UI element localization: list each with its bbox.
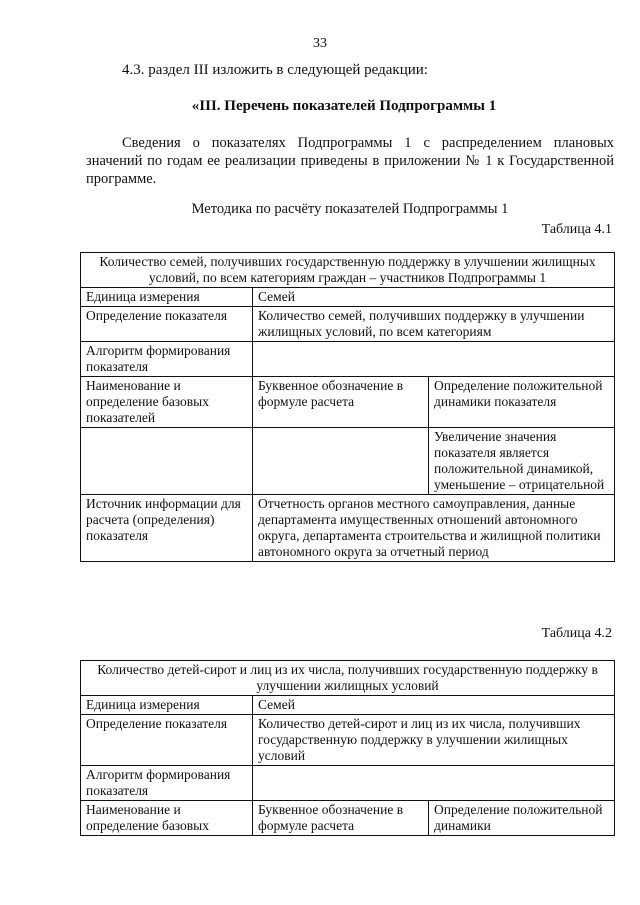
definition-value: Количество детей-сирот и лиц из их числа, получивших государственную поддержку в улучшении жилищных условий [253, 715, 615, 766]
base-indicators-value [81, 428, 253, 495]
table-row [81, 342, 615, 377]
section-heading: «III. Перечень показателей Подпрограммы 1 [191, 98, 497, 114]
table-row [81, 766, 615, 801]
algorithm-label: Алгоритм формирования показателя [81, 342, 253, 377]
table-row [81, 307, 615, 342]
letter-designation-label: Буквенное обозначение в формуле расчета [253, 801, 429, 836]
table-4-2 [80, 660, 615, 836]
table-row [81, 288, 615, 307]
intro-line: 4.3. раздел III изложить в следующей редакции: [122, 62, 428, 78]
table2-header: Количество детей-сирот и лиц из их числа, получивших государственную поддержку в улучшении жилищных условий [81, 661, 615, 696]
definition-label: Определение показателя [81, 715, 253, 766]
dynamics-label: Определение положительной динамики [429, 801, 615, 836]
page-number: 33 [313, 36, 327, 51]
table1-header: Количество семей, получивших государственную поддержку в улучшении жилищных условий, по всем категориям граждан – участников Подпрограммы 1 [81, 253, 615, 288]
base-indicators-label: Наименование и определение базовых [81, 801, 253, 836]
definition-value: Количество семей, получивших поддержку в улучшении жилищных условий, по всем категориям [253, 307, 615, 342]
definition-label: Определение показателя [81, 307, 253, 342]
source-value: Отчетность органов местного самоуправления, данные департамента имущественных отношений автономного округа, департамента строительства и жилищной политики автономного округа за отчетный период [253, 495, 615, 562]
intro-paragraph: Сведения о показателях Подпрограммы 1 с распределением плановых значений по годам ее реализации приведены в приложении № 1 к Государственной программе. [86, 135, 614, 187]
dynamics-label: Определение положительной динамики показателя [429, 377, 615, 428]
unit-value: Семей [253, 288, 615, 307]
algorithm-label: Алгоритм формирования показателя [81, 766, 253, 801]
letter-designation-value [253, 428, 429, 495]
table-row [81, 696, 615, 715]
methodology-title: Методика по расчёту показателей Подпрограммы 1 [191, 201, 509, 217]
table-row [81, 377, 615, 428]
table-row [81, 253, 615, 288]
algorithm-value [253, 766, 615, 801]
table1-label: Таблица 4.1 [541, 222, 612, 237]
unit-label: Единица измерения [81, 288, 253, 307]
base-indicators-label: Наименование и определение базовых показателей [81, 377, 253, 428]
table2-label: Таблица 4.2 [541, 626, 612, 641]
table-row [81, 428, 615, 495]
dynamics-value: Увеличение значения показателя является положительной динамикой, уменьшение – отрицательной [429, 428, 615, 495]
algorithm-value [253, 342, 615, 377]
source-label: Источник информации для расчета (определения) показателя [81, 495, 253, 562]
letter-designation-label: Буквенное обозначение в формуле расчета [253, 377, 429, 428]
table-row [81, 661, 615, 696]
table-row [81, 495, 615, 562]
table-4-1 [80, 252, 615, 562]
table-row [81, 715, 615, 766]
unit-label: Единица измерения [81, 696, 253, 715]
unit-value: Семей [253, 696, 615, 715]
table-row [81, 801, 615, 836]
